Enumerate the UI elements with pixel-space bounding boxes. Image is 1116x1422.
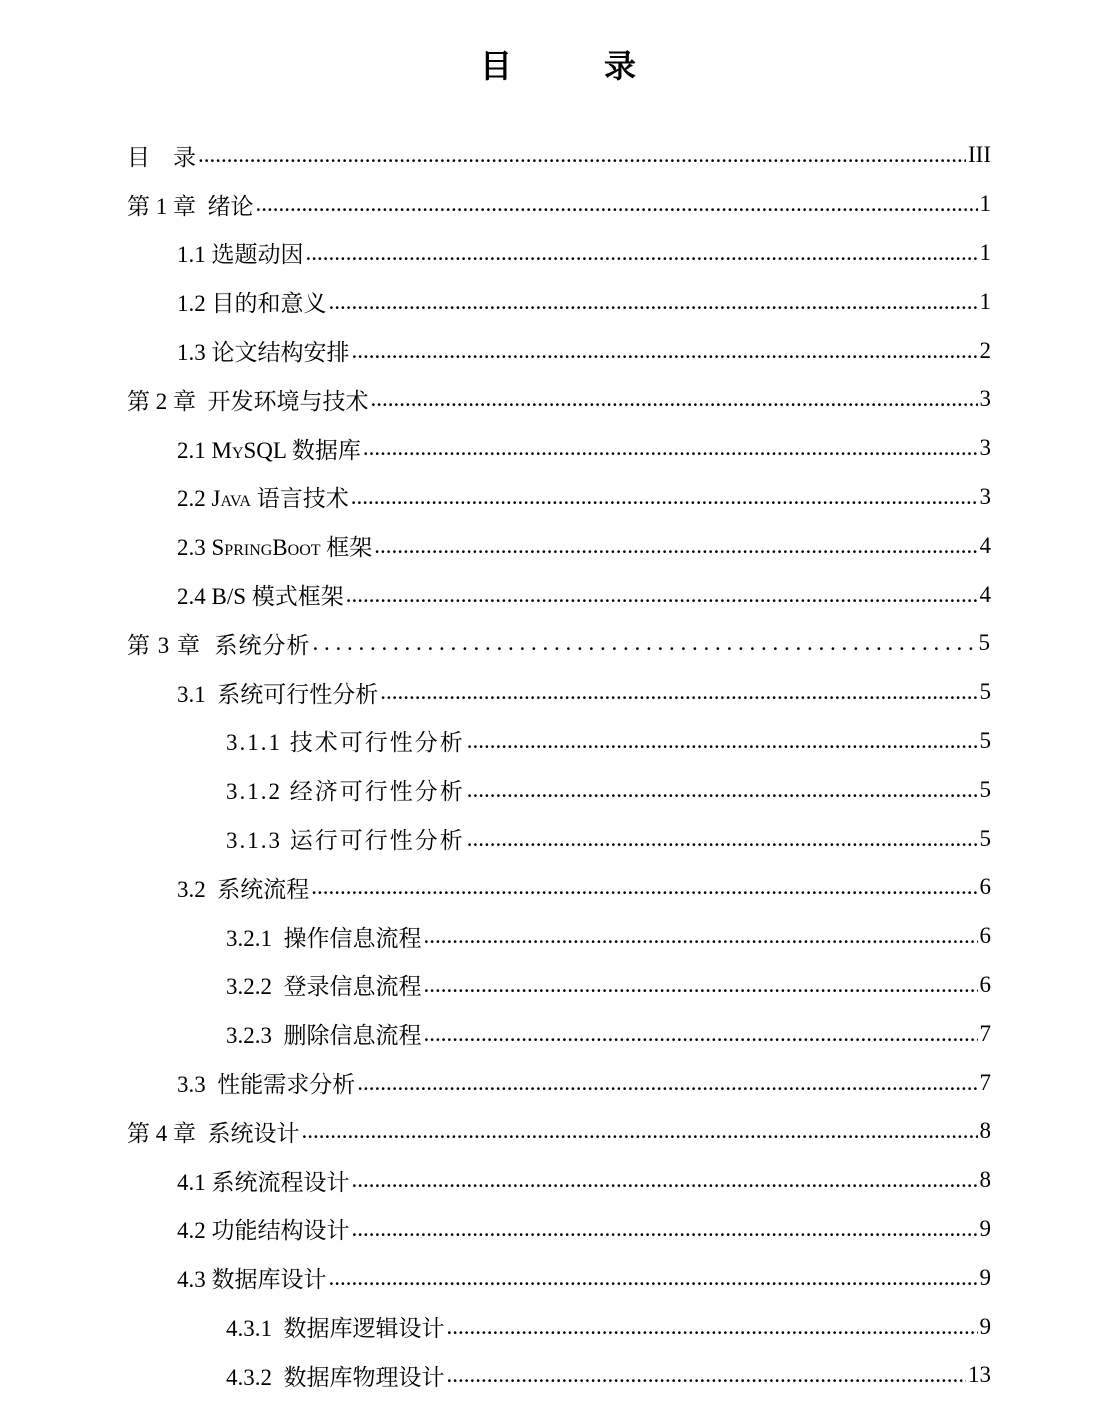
toc-entry[interactable] — [0, 668, 1116, 717]
toc-entry-label: 2.1 MySQL 数据库 — [177, 437, 361, 463]
page-title: 目 录 — [479, 47, 666, 85]
toc-page-number: 5 — [979, 776, 991, 802]
toc-entry[interactable] — [0, 521, 1116, 570]
toc-entry[interactable] — [0, 1107, 1116, 1156]
toc-entry[interactable] — [0, 375, 1116, 424]
toc-page-number: 3 — [979, 386, 991, 412]
toc-dot-leader — [351, 484, 978, 510]
toc-dot-leader — [352, 338, 978, 364]
toc-dot-leader — [363, 435, 978, 461]
toc-entry[interactable] — [0, 180, 1116, 229]
toc-entry-label: 3.1 系统可行性分析 — [177, 681, 379, 707]
toc-page-number: 7 — [979, 1069, 991, 1095]
table-of-contents — [0, 131, 1116, 1400]
toc-page-number: 1 — [979, 288, 991, 314]
toc-entry-label: 4.3.2 数据库物理设计 — [226, 1364, 445, 1390]
toc-page-number: 8 — [979, 1167, 991, 1193]
toc-entry[interactable] — [0, 570, 1116, 619]
toc-page-number: 9 — [979, 1264, 991, 1290]
toc-page-number: 5 — [979, 825, 991, 851]
toc-entry-label: 3.2.1 操作信息流程 — [226, 925, 422, 951]
toc-entry[interactable] — [0, 424, 1116, 473]
toc-page-number: 5 — [979, 679, 991, 705]
toc-entry-label: 2.3 SpringBoot 框架 — [177, 535, 373, 561]
toc-dot-leader — [329, 289, 978, 315]
toc-entry-label: 3.1.2 经济可行性分析 — [226, 779, 465, 805]
toc-entry-label: 3.2.3 删除信息流程 — [226, 1023, 422, 1049]
toc-entry[interactable] — [0, 277, 1116, 326]
toc-dot-leader — [346, 582, 978, 608]
toc-page-number: III — [968, 142, 991, 168]
toc-entry[interactable] — [0, 473, 1116, 522]
toc-entry-label: 3.2 系统流程 — [177, 876, 310, 902]
toc-entry[interactable] — [0, 814, 1116, 863]
toc-entry[interactable] — [0, 1351, 1116, 1400]
toc-dot-leader — [467, 777, 978, 803]
toc-dot-leader — [329, 1265, 978, 1291]
toc-dot-leader — [380, 679, 977, 705]
toc-entry[interactable] — [0, 912, 1116, 961]
toc-dot-leader — [313, 630, 977, 656]
toc-entry-label: 2.2 Java 语言技术 — [177, 486, 349, 512]
toc-entry[interactable] — [0, 131, 1116, 180]
toc-page-number: 8 — [979, 1118, 991, 1144]
toc-page-number: 7 — [979, 1020, 991, 1046]
toc-entry[interactable] — [0, 717, 1116, 766]
toc-page-number: 9 — [979, 1215, 991, 1241]
toc-entry[interactable] — [0, 1156, 1116, 1205]
toc-dot-leader — [374, 533, 977, 559]
toc-dot-leader — [371, 386, 978, 412]
toc-entry[interactable] — [0, 1009, 1116, 1058]
toc-dot-leader — [311, 874, 977, 900]
toc-entry[interactable] — [0, 961, 1116, 1010]
toc-page-number: 6 — [979, 923, 991, 949]
toc-dot-leader — [467, 728, 978, 754]
toc-page-number: 1 — [979, 239, 991, 265]
toc-entry-label: 3.1.3 运行可行性分析 — [226, 828, 465, 854]
toc-entry[interactable] — [0, 1058, 1116, 1107]
toc-dot-leader — [424, 1021, 978, 1047]
toc-page-number: 9 — [979, 1313, 991, 1339]
toc-entry-label: 3.3 性能需求分析 — [177, 1072, 356, 1098]
toc-page-number: 5 — [979, 727, 991, 753]
toc-dot-leader — [357, 1070, 977, 1096]
toc-page-number: 1 — [979, 191, 991, 217]
toc-entry-label: 第 4 章 系统设计 — [127, 1120, 300, 1146]
toc-entry[interactable] — [0, 1302, 1116, 1351]
toc-dot-leader — [352, 1167, 978, 1193]
toc-page-number: 13 — [968, 1362, 991, 1388]
toc-dot-leader — [447, 1314, 978, 1340]
toc-dot-leader — [467, 826, 978, 852]
toc-entry-label: 目 录 — [127, 144, 196, 170]
toc-dot-leader — [256, 191, 978, 217]
toc-entry[interactable] — [0, 619, 1116, 668]
toc-entry-label: 第 2 章 开发环境与技术 — [127, 388, 369, 414]
toc-dot-leader — [352, 1216, 978, 1242]
toc-entry-label: 4.3 数据库设计 — [177, 1267, 327, 1293]
toc-dot-leader — [302, 1118, 978, 1144]
toc-dot-leader — [424, 972, 978, 998]
toc-entry-label: 第 1 章 绪论 — [127, 193, 254, 219]
toc-entry[interactable] — [0, 229, 1116, 278]
toc-page-number: 4 — [979, 532, 991, 558]
toc-entry[interactable] — [0, 1205, 1116, 1254]
toc-page-number: 3 — [979, 435, 991, 461]
toc-dot-leader — [198, 142, 966, 168]
toc-entry-label: 4.2 功能结构设计 — [177, 1218, 350, 1244]
toc-entry-label: 1.2 目的和意义 — [177, 291, 327, 317]
toc-entry[interactable] — [0, 1253, 1116, 1302]
toc-page-number: 6 — [979, 971, 991, 997]
toc-entry-label: 3.1.1 技术可行性分析 — [226, 730, 465, 756]
toc-dot-leader — [306, 240, 978, 266]
toc-entry-label: 第 3 章 系统分析 — [127, 632, 311, 658]
toc-page-number: 6 — [979, 874, 991, 900]
toc-entry-label: 4.1 系统流程设计 — [177, 1169, 350, 1195]
toc-page-number: 5 — [978, 630, 991, 656]
toc-entry-label: 1.3 论文结构安排 — [177, 340, 350, 366]
toc-entry-label: 2.4 B/S 模式框架 — [177, 584, 344, 610]
toc-entry[interactable] — [0, 326, 1116, 375]
toc-entry-label: 4.3.1 数据库逻辑设计 — [226, 1316, 445, 1342]
toc-page-number: 3 — [979, 483, 991, 509]
toc-entry[interactable] — [0, 765, 1116, 814]
toc-page-number: 2 — [979, 337, 991, 363]
toc-page-number: 4 — [979, 581, 991, 607]
toc-entry-label: 1.1 选题动因 — [177, 242, 304, 268]
toc-dot-leader — [424, 923, 978, 949]
toc-entry[interactable] — [0, 863, 1116, 912]
toc-dot-leader — [447, 1362, 967, 1388]
toc-entry-label: 3.2.2 登录信息流程 — [226, 974, 422, 1000]
